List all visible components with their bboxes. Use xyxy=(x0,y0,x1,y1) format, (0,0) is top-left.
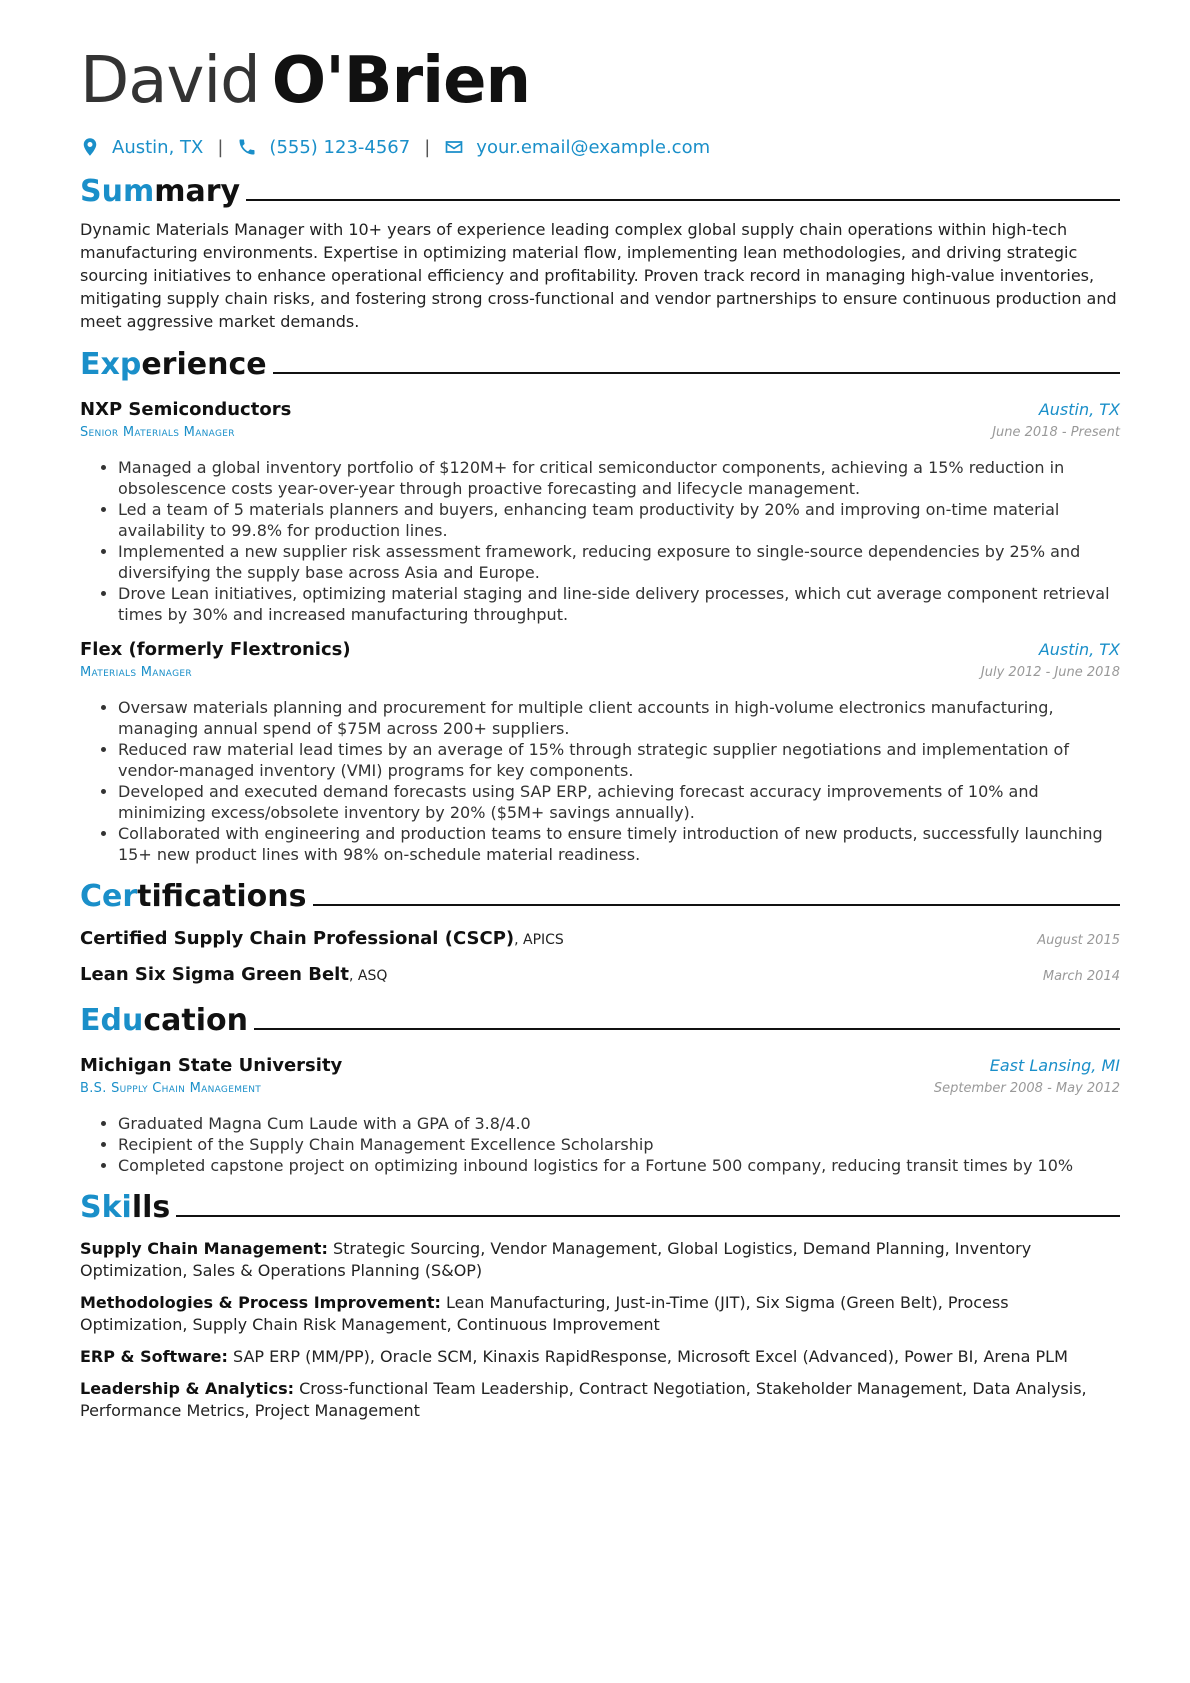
list-item: • Graduated Magna Cum Laude with a GPA of 3.8/4.0 xyxy=(118,1113,1120,1134)
list-item: • Drove Lean initiatives, optimizing material staging and line-side delivery processes, which cut average component retrieval times by 30% and increased manufacturing throughput. xyxy=(118,583,1120,625)
last-name: O'Brien xyxy=(271,44,531,118)
skill-list: Lean Manufacturing, Just-in-Time (JIT), Six Sigma (Green Belt), Process Optimization, Supply Chain Risk Management, Continuous Improvement xyxy=(80,1293,1009,1334)
skill-group xyxy=(80,1238,1120,1282)
first-name: David xyxy=(80,44,260,118)
certification-date: August 2015 xyxy=(1037,933,1120,948)
certifications-heading xyxy=(80,877,1120,917)
phone-icon xyxy=(237,137,257,157)
skill-label: ERP & Software: xyxy=(80,1347,228,1366)
candidate-name xyxy=(80,42,1120,120)
company-name: NXP Semiconductors xyxy=(80,399,292,420)
section-divider xyxy=(176,1215,1120,1217)
summary-text: Dynamic Materials Manager with 10+ years of experience leading complex global supply chain operations within high-tech manufacturing environments. Expertise in optimizing material flow, implementing lean methodologies, and driving strategic sourcing initiatives to enhance operational efficiency and profitability. Proven track record in managing high-value inventories, mitigating supply chain risks, and fostering strong cross-functional and vendor partnerships to ensure continuous production and meet aggressive market demands. xyxy=(80,220,1117,331)
section-title: Summary xyxy=(80,174,241,209)
experience-heading xyxy=(80,345,1120,385)
section-title: Skills xyxy=(80,1190,171,1225)
skill-group xyxy=(80,1292,1120,1336)
job-entry xyxy=(80,637,1120,865)
skill-list: Cross-functional Team Leadership, Contract Negotiation, Stakeholder Management, Data Analysis, Performance Metrics, Project Management xyxy=(80,1379,1087,1420)
job-bullets xyxy=(80,697,1120,865)
list-item: • Implemented a new supplier risk assessment framework, reducing exposure to single-source dependencies by 25% and diversifying the supply base across Asia and Europe. xyxy=(118,541,1120,583)
skills-heading xyxy=(80,1188,1120,1228)
skill-label: Supply Chain Management: xyxy=(80,1239,328,1258)
list-item: • Recipient of the Supply Chain Management Excellence Scholarship xyxy=(118,1134,1120,1155)
skill-label: Leadership & Analytics: xyxy=(80,1379,295,1398)
job-title: Senior Materials Manager xyxy=(80,425,235,440)
list-item: • Collaborated with engineering and production teams to ensure timely introduction of new products, successfully launching 15+ new product lines with 98% on-schedule material readiness. xyxy=(118,823,1120,865)
contact-email[interactable] xyxy=(444,137,710,158)
degree: B.S. Supply Chain Management xyxy=(80,1081,262,1096)
summary-heading xyxy=(80,172,1120,212)
location-text: Austin, TX xyxy=(112,136,204,158)
education-entry xyxy=(80,1053,1120,1176)
certification-name: Lean Six Sigma Green Belt xyxy=(80,964,349,985)
skill-group xyxy=(80,1378,1120,1422)
skill-label: Methodologies & Process Improvement: xyxy=(80,1293,441,1312)
list-item: • Developed and executed demand forecasts using SAP ERP, achieving forecast accuracy improvements of 10% and minimizing excess/obsolete inventory by 20% ($5M+ savings annually). xyxy=(118,781,1120,823)
section-divider xyxy=(254,1028,1120,1030)
section-divider xyxy=(273,372,1120,374)
company-name: Flex (formerly Flextronics) xyxy=(80,639,351,660)
job-location: Austin, TX xyxy=(1038,640,1120,659)
job-bullets xyxy=(80,457,1120,625)
education-heading xyxy=(80,1001,1120,1041)
school-location: East Lansing, MI xyxy=(989,1056,1120,1075)
skill-list: Strategic Sourcing, Vendor Management, Global Logistics, Demand Planning, Inventory Optimization, Sales & Operations Planning (S&OP) xyxy=(80,1239,1032,1280)
certification-date: March 2014 xyxy=(1042,969,1120,984)
resume-header xyxy=(80,0,1120,160)
school-name: Michigan State University xyxy=(80,1055,343,1076)
certification-entry xyxy=(80,927,1120,953)
job-title: Materials Manager xyxy=(80,665,192,680)
section-divider xyxy=(313,904,1120,906)
job-entry xyxy=(80,397,1120,625)
skill-list: SAP ERP (MM/PP), Oracle SCM, Kinaxis RapidResponse, Microsoft Excel (Advanced), Power BI, Arena PLM xyxy=(227,1347,1068,1366)
list-item: • Oversaw materials planning and procurement for multiple client accounts in high-volume electronics manufacturing, managing annual spend of $75M across 200+ suppliers. xyxy=(118,697,1120,739)
contact-line xyxy=(80,134,1120,160)
job-location: Austin, TX xyxy=(1038,400,1120,419)
contact-separator: | xyxy=(217,136,224,158)
list-item: • Completed capstone project on optimizing inbound logistics for a Fortune 500 company, reducing transit times by 10% xyxy=(118,1155,1120,1176)
contact-location xyxy=(80,137,203,158)
skill-group xyxy=(80,1346,1120,1368)
certification-issuer: , ASQ xyxy=(348,968,388,984)
list-item: • Managed a global inventory portfolio of $120M+ for critical semiconductor components, achieving a 15% reduction in obsolescence costs year-over-year through proactive forecasting and lifecycle management. xyxy=(118,457,1120,499)
section-divider xyxy=(246,199,1120,201)
contact-phone[interactable] xyxy=(237,137,410,158)
certification-name: Certified Supply Chain Professional (CSCP) xyxy=(80,928,515,949)
list-item: • Reduced raw material lead times by an average of 15% through strategic supplier negotiations and implementation of vendor-managed inventory (VMI) programs for key components. xyxy=(118,739,1120,781)
education-dates: September 2008 - May 2012 xyxy=(933,1081,1120,1096)
contact-separator: | xyxy=(424,136,431,158)
education-bullets xyxy=(80,1113,1120,1176)
section-title: Experience xyxy=(80,347,267,382)
section-title: Education xyxy=(80,1003,248,1038)
email-link[interactable]: your.email@example.com xyxy=(476,136,711,158)
job-dates: July 2012 - June 2018 xyxy=(980,665,1120,680)
certification-issuer: , APICS xyxy=(514,932,564,948)
certification-entry xyxy=(80,963,1120,989)
envelope-icon xyxy=(444,137,464,157)
job-dates: June 2018 - Present xyxy=(992,425,1120,440)
phone-text[interactable]: (555) 123-4567 xyxy=(269,136,411,158)
section-title: Certifications xyxy=(80,879,307,914)
list-item: • Led a team of 5 materials planners and buyers, enhancing team productivity by 20% and improving on-time material availability to 99.8% for production lines. xyxy=(118,499,1120,541)
map-pin-icon xyxy=(80,137,100,157)
